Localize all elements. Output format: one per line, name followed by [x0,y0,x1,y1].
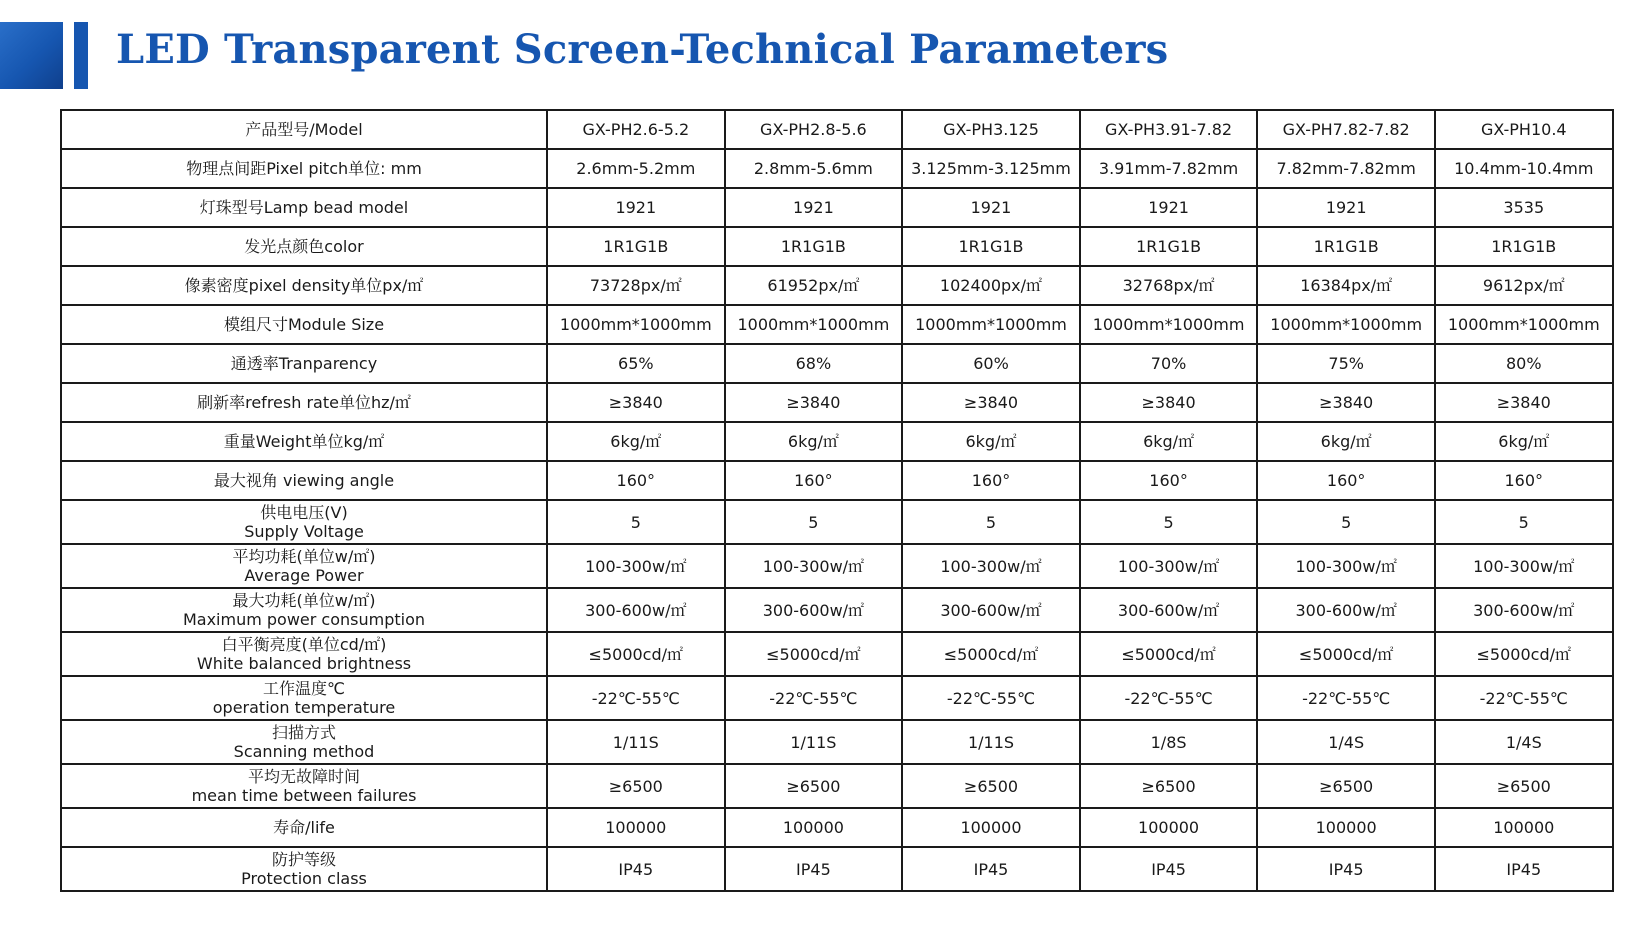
value-cell: ≥3840 [1080,383,1258,422]
value-cell: 32768px/㎡ [1080,266,1258,305]
table-row [61,808,1613,847]
value-cell: 100000 [547,808,725,847]
table-row [61,847,1613,891]
value-cell: ≥3840 [725,383,903,422]
row-label-cell [61,188,547,227]
table-row [61,461,1613,500]
row-label-line: 刷新率refresh rate单位hz/㎡ [197,393,411,412]
table-row [61,632,1613,676]
row-label-cell [61,461,547,500]
spec-table-body [61,110,1613,891]
value-cell: ≥6500 [725,764,903,808]
row-label-cell [61,632,547,676]
page-title: LED Transparent Screen-Technical Parameters [116,26,1169,73]
value-cell: IP45 [1080,847,1258,891]
value-cell: GX-PH2.8-5.6 [725,110,903,149]
row-label-cell [61,720,547,764]
value-cell: ≤5000cd/㎡ [902,632,1080,676]
value-cell: 100000 [1257,808,1435,847]
value-cell: ≥3840 [1257,383,1435,422]
value-cell: 5 [902,500,1080,544]
value-cell: 60% [902,344,1080,383]
value-cell: 61952px/㎡ [725,266,903,305]
row-label-cell [61,344,547,383]
value-cell: 70% [1080,344,1258,383]
row-label-cell [61,808,547,847]
value-cell: ≤5000cd/㎡ [547,632,725,676]
row-label-line: 产品型号/Model [245,120,363,139]
value-cell: 2.6mm-5.2mm [547,149,725,188]
value-cell: 100000 [725,808,903,847]
row-label-line: 寿命/life [273,818,335,837]
value-cell: 73728px/㎡ [547,266,725,305]
value-cell: 160° [1257,461,1435,500]
value-cell: 1/11S [725,720,903,764]
table-row [61,227,1613,266]
row-label-line: 平均无故障时间 [247,767,360,786]
row-label-line: Scanning method [233,742,375,761]
row-label-line: 重量Weight单位kg/㎡ [223,432,385,451]
value-cell: 100-300w/㎡ [902,544,1080,588]
value-cell: 6kg/㎡ [902,422,1080,461]
value-cell: 1921 [1257,188,1435,227]
row-label-line: 供电电压(V) [260,503,348,522]
row-label-cell [61,266,547,305]
value-cell: -22℃-55℃ [547,676,725,720]
row-label-line: 扫描方式 [271,723,336,742]
value-cell: -22℃-55℃ [902,676,1080,720]
value-cell: GX-PH10.4 [1435,110,1613,149]
value-cell: 1R1G1B [1080,227,1258,266]
row-label-line: 工作温度℃ [263,679,345,698]
value-cell: ≤5000cd/㎡ [1435,632,1613,676]
row-label-cell [61,847,547,891]
row-label-cell [61,676,547,720]
value-cell: 6kg/㎡ [1435,422,1613,461]
value-cell: 5 [547,500,725,544]
value-cell: 5 [1080,500,1258,544]
row-label-line: White balanced brightness [196,654,412,673]
value-cell: 160° [902,461,1080,500]
value-cell: 6kg/㎡ [547,422,725,461]
row-label-cell [61,227,547,266]
value-cell: 300-600w/㎡ [1257,588,1435,632]
value-cell: 6kg/㎡ [1257,422,1435,461]
value-cell: -22℃-55℃ [1435,676,1613,720]
value-cell: 3535 [1435,188,1613,227]
value-cell: GX-PH2.6-5.2 [547,110,725,149]
value-cell: 1R1G1B [547,227,725,266]
value-cell: 2.8mm-5.6mm [725,149,903,188]
value-cell: 1921 [547,188,725,227]
value-cell: 9612px/㎡ [1435,266,1613,305]
row-label-cell [61,588,547,632]
value-cell: 1921 [725,188,903,227]
value-cell: 160° [547,461,725,500]
row-label-line: 平均功耗(单位w/㎡) [232,547,376,566]
value-cell: 7.82mm-7.82mm [1257,149,1435,188]
value-cell: -22℃-55℃ [1257,676,1435,720]
value-cell: 1921 [902,188,1080,227]
value-cell: IP45 [725,847,903,891]
value-cell: 100-300w/㎡ [725,544,903,588]
row-label-line: 发光点颜色color [244,237,364,256]
value-cell: ≥6500 [902,764,1080,808]
value-cell: IP45 [1435,847,1613,891]
value-cell: 10.4mm-10.4mm [1435,149,1613,188]
value-cell: 100-300w/㎡ [1257,544,1435,588]
row-label-line: Maximum power consumption [182,610,426,629]
value-cell: 1R1G1B [1257,227,1435,266]
value-cell: 5 [1257,500,1435,544]
row-label-line: 白平衡亮度(单位cd/㎡) [221,635,387,654]
table-row [61,110,1613,149]
value-cell: ≥3840 [1435,383,1613,422]
value-cell: ≥3840 [547,383,725,422]
table-row [61,500,1613,544]
header-accent-bar [74,22,88,89]
value-cell: 1000mm*1000mm [1435,305,1613,344]
value-cell: 16384px/㎡ [1257,266,1435,305]
table-row [61,344,1613,383]
value-cell: 102400px/㎡ [902,266,1080,305]
value-cell: 100000 [902,808,1080,847]
row-label-cell [61,383,547,422]
row-label-line: 通透率Tranparency [230,354,378,373]
value-cell: 75% [1257,344,1435,383]
value-cell: 1/4S [1257,720,1435,764]
value-cell: 68% [725,344,903,383]
value-cell: 100-300w/㎡ [547,544,725,588]
row-label-line: mean time between failures [191,786,417,805]
value-cell: GX-PH3.91-7.82 [1080,110,1258,149]
value-cell: 1/11S [547,720,725,764]
value-cell: 65% [547,344,725,383]
value-cell: 6kg/㎡ [1080,422,1258,461]
row-label-line: 模组尺寸Module Size [223,315,385,334]
value-cell: 1921 [1080,188,1258,227]
value-cell: 1R1G1B [725,227,903,266]
value-cell: ≤5000cd/㎡ [1080,632,1258,676]
row-label-cell [61,110,547,149]
row-label-line: 最大视角 viewing angle [213,471,395,490]
row-label-line: Protection class [241,869,367,888]
table-row [61,188,1613,227]
value-cell: 300-600w/㎡ [547,588,725,632]
value-cell: 1/4S [1435,720,1613,764]
value-cell: ≥3840 [902,383,1080,422]
value-cell: 300-600w/㎡ [725,588,903,632]
row-label-line: 最大功耗(单位w/㎡) [232,591,376,610]
value-cell: 1000mm*1000mm [902,305,1080,344]
value-cell: ≥6500 [547,764,725,808]
value-cell: 1000mm*1000mm [1080,305,1258,344]
value-cell: 80% [1435,344,1613,383]
value-cell: 100-300w/㎡ [1080,544,1258,588]
table-row [61,305,1613,344]
row-label-cell [61,544,547,588]
table-row [61,149,1613,188]
row-label-line: 灯珠型号Lamp bead model [199,198,409,217]
value-cell: 100000 [1435,808,1613,847]
value-cell: ≤5000cd/㎡ [1257,632,1435,676]
row-label-cell [61,500,547,544]
row-label-cell [61,422,547,461]
row-label-line: 防护等级 [271,850,336,869]
value-cell: 300-600w/㎡ [1435,588,1613,632]
table-row [61,720,1613,764]
row-label-line: Supply Voltage [244,522,364,541]
value-cell: ≥6500 [1435,764,1613,808]
value-cell: IP45 [547,847,725,891]
value-cell: 300-600w/㎡ [1080,588,1258,632]
value-cell: 6kg/㎡ [725,422,903,461]
row-label-cell [61,149,547,188]
value-cell: 5 [1435,500,1613,544]
value-cell: 1R1G1B [1435,227,1613,266]
value-cell: 100000 [1080,808,1258,847]
table-row [61,266,1613,305]
table-row [61,764,1613,808]
table-row [61,544,1613,588]
value-cell: ≤5000cd/㎡ [725,632,903,676]
row-label-line: 像素密度pixel density单位px/㎡ [184,276,424,295]
table-row [61,676,1613,720]
value-cell: -22℃-55℃ [1080,676,1258,720]
table-row [61,422,1613,461]
value-cell: 100-300w/㎡ [1435,544,1613,588]
row-label-cell [61,305,547,344]
value-cell: IP45 [902,847,1080,891]
value-cell: 300-600w/㎡ [902,588,1080,632]
row-label-line: Average Power [244,566,364,585]
value-cell: 160° [1080,461,1258,500]
value-cell: 160° [1435,461,1613,500]
value-cell: ≥6500 [1257,764,1435,808]
value-cell: GX-PH3.125 [902,110,1080,149]
value-cell: 1000mm*1000mm [547,305,725,344]
row-label-line: 物理点间距Pixel pitch单位: mm [186,159,422,178]
value-cell: 1R1G1B [902,227,1080,266]
value-cell: 1/11S [902,720,1080,764]
value-cell: 1/8S [1080,720,1258,764]
value-cell: -22℃-55℃ [725,676,903,720]
spec-table [60,109,1614,892]
row-label-line: operation temperature [212,698,396,717]
value-cell: 5 [725,500,903,544]
value-cell: 1000mm*1000mm [1257,305,1435,344]
value-cell: 1000mm*1000mm [725,305,903,344]
value-cell: 3.91mm-7.82mm [1080,149,1258,188]
value-cell: 160° [725,461,903,500]
table-row [61,383,1613,422]
table-row [61,588,1613,632]
value-cell: GX-PH7.82-7.82 [1257,110,1435,149]
row-label-cell [61,764,547,808]
value-cell: IP45 [1257,847,1435,891]
value-cell: 3.125mm-3.125mm [902,149,1080,188]
header-accent-block [0,22,63,89]
value-cell: ≥6500 [1080,764,1258,808]
